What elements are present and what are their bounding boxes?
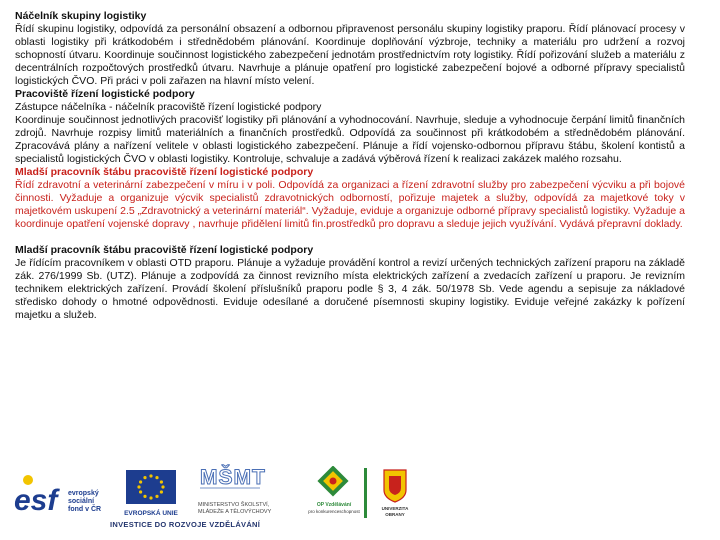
university-logo <box>372 468 418 518</box>
blank-line <box>15 231 685 244</box>
section-title: Pracoviště řízení logistické podpory <box>15 88 195 100</box>
esf-letters: esf <box>14 484 58 517</box>
footer-caption: INVESTICE DO ROZVOJE VZDĚLÁVÁNÍ <box>110 520 261 529</box>
esf-text-line: evropský <box>68 490 99 497</box>
msmt-logo <box>196 462 296 518</box>
esf-text-line: fond v ČR <box>68 506 102 513</box>
section-nacelnik <box>15 10 685 88</box>
section-title: Náčelník skupiny logistiky <box>15 10 147 22</box>
section-paragraph: Řídí zdravotní a veterinární zabezpečení v míru i v poli. Odpovídá za organizaci a řízení zdravotní služby pro zabezpečení výcviku a při bojové činnosti. Vyžaduje a organizuje výcvik specialistů zdravotnických odborností, pořizuje majetek a služby, odpovídá za majetkové toky v majetkovém uskupení 2.5 „Zdravotnický a veterinární materiál“. Vyžaduje, eviduje a organizuje odborné přípravy specialistů logistiky. Vyžaduje a koordinuje opatření vojenské dopravy , navrhuje přidělení limitů fin.prostředků pro dopravu a sleduje jejich využívání. Vydává přepravní doklady. <box>15 179 685 230</box>
section-title: Mladší pracovník štábu pracoviště řízení logistické podpory <box>15 244 314 256</box>
esf-logo <box>12 468 112 518</box>
op-vk-text-line: OP Vzdělávání <box>316 502 352 508</box>
msmt-text-line: MINISTERSTVO ŠKOLSTVÍ, <box>198 502 270 508</box>
section-paragraph: Je řídícím pracovníkem v oblasti OTD praporu. Plánuje a vyžaduje provádění kontrol a revizí určených technických zařízení praporu na základě zák. 276/1999 Sb. (UTZ). Plánuje a zodpovídá za činnost revizního místa elektrických zařízení a zvedacích zařízení u praporu. Je revizním technikem elektrických zařízení. Provádí školení příslušníků praporu podle § 3, 4 zák. 50/1978 Sb. Vede agendu a sepisuje za nákladové středisko dohody o hmotné odpovědnosti. Eviduje odesílané a doručené písemnosti skupiny logistiky. Eviduje veřejné zakázky k pořízení majetku a služeb. <box>15 257 685 321</box>
section-mladsi-pracovnik-otd <box>15 244 685 322</box>
green-divider <box>364 468 368 518</box>
op-vk-logo <box>302 466 366 518</box>
document-body <box>15 10 685 322</box>
university-text-line: OBRANY <box>385 512 405 517</box>
footer-logos <box>0 462 720 540</box>
university-text-line: UNIVERZITA <box>381 506 409 511</box>
section-paragraph: Koordinuje součinnost jednotlivých pracovišť logistiky při plánování a vyhodnocování. Navrhuje, sleduje a vyhodnocuje čerpání limitů finančních zdrojů. Navrhuje rozpisy limitů materiálních a finančních prostředků. Odpovídá za součinnost při krátkodobém a střednědobém plánování. Zpracovává plány a nařízení velitele v oblasti logistického zabezpečení. Plánuje a řídí vojensko-odbornou přípravu štábu, školení kontistů a specialistů logistických ČVO v oblasti logistiky. Kontroluje, schvaluje a zadává výběrová řízení k realizaci zakázek malého rozsahu. <box>15 114 685 165</box>
section-mladsi-pracovnik-zdrav <box>15 166 685 231</box>
eu-logo <box>118 468 188 518</box>
eu-text: EVROPSKÁ UNIE <box>124 510 178 517</box>
msmt-letters: MŠMT <box>200 466 266 489</box>
section-title: Mladší pracovník štábu pracoviště řízení logistické podpory <box>15 166 314 178</box>
op-vk-text-line: pro konkurenceschopnost <box>308 509 360 514</box>
section-pracoviste <box>15 88 685 166</box>
esf-text-line: sociální <box>68 498 95 505</box>
section-paragraph: Zástupce náčelníka - náčelník pracoviště řízení logistické podpory <box>15 101 322 113</box>
msmt-text-line: MLÁDEŽE A TĚLOVÝCHOVY <box>198 509 272 515</box>
section-paragraph: Řídí skupinu logistiky, odpovídá za personální obsazení a odbornou připravenost personálu skupiny logistiky praporu. Řídí plánovací procesy v oblasti logistiky při krátkodobém i střednědobém plánování. Koordinuje doplňování výzbroje, techniky a materiálu pro udržení a rozvoj schopností útvaru. Koordinuje součinnost logistického zabezpečení jednotám prostřednictvím roty logistiky. Řídí pořizování služeb a materiálu z decentrálních rozpočtových prostředků útvaru. Navrhuje a plánuje opatření pro logistické zabezpečení bojové a odborné přípravy specialistů logistických ČVO. Při práci v poli zařazen na hlavní místo velení. <box>15 23 685 87</box>
